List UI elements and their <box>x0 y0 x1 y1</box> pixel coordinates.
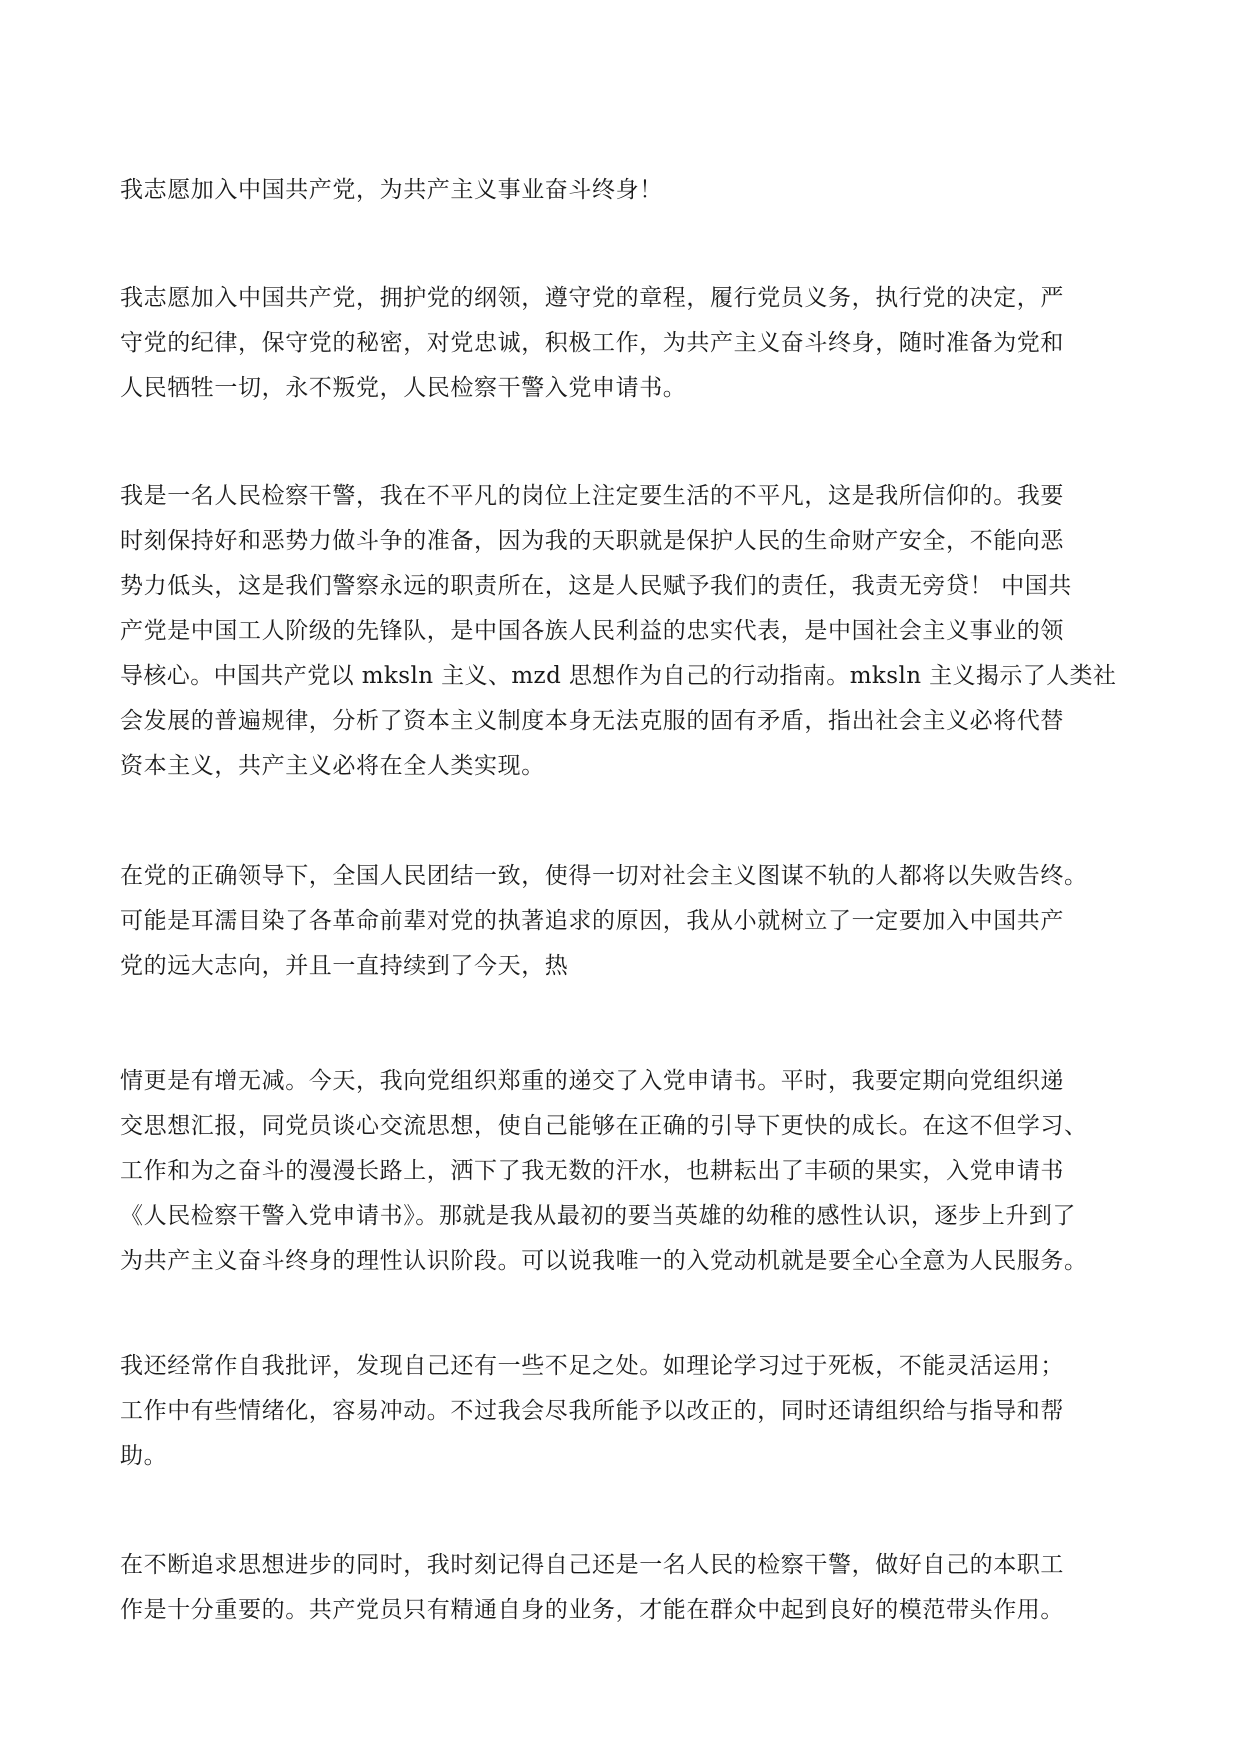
text-line: 人民牺牲一切，永不叛党，人民检察干警入党申请书。 <box>120 375 687 401</box>
text-line: 守党的纪律，保守党的秘密，对党忠诚，积极工作，为共产主义奋斗终身，随时准备为党和 <box>120 330 1064 356</box>
paragraph-aspiration <box>120 854 1120 989</box>
text-line: 《人民检察干警入党申请书》。那就是我从最初的要当英雄的幼稚的感性认识，逐步上升到了 <box>120 1203 1077 1229</box>
text-line: 工作中有些情绪化，容易冲动。不过我会尽我所能予以改正的，同时还请组织给与指导和帮 <box>120 1398 1064 1424</box>
text-line: 产党是中国工人阶级的先锋队，是中国各族人民利益的忠实代表，是中国社会主义事业的领 <box>120 618 1064 644</box>
text-line: 情更是有增无减。今天，我向党组织郑重的递交了入党申请书。平时，我要定期向党组织递 <box>120 1068 1064 1094</box>
text-line: 在党的正确领导下，全国人民团结一致，使得一切对社会主义图谋不轨的人都将以失败告终。 <box>120 863 1088 889</box>
text-line: 我志愿加入中国共产党，为共产主义事业奋斗终身！ <box>120 177 663 203</box>
text-line: 时刻保持好和恶势力做斗争的准备，因为我的天职就是保护人民的生命财产安全，不能向恶 <box>120 528 1064 554</box>
text-line: 在不断追求思想进步的同时，我时刻记得自己还是一名人民的检察干警，做好自己的本职工 <box>120 1552 1064 1578</box>
paragraph-role <box>120 474 1120 789</box>
text-line: 为共产主义奋斗终身的理性认识阶段。可以说我唯一的入党动机就是要全心全意为人民服务。 <box>120 1248 1088 1274</box>
text-line: 资本主义，共产主义必将在全人类实现。 <box>120 753 545 779</box>
paragraph-duty <box>120 1543 1120 1633</box>
text-line: 导核心。中国共产党以 mksln 主义、mzd 思想作为自己的行动指南。mksln 主义揭示了人类社 <box>120 663 1117 689</box>
text-line: 势力低头，这是我们警察永远的职责所在，这是人民赋予我们的责任，我责无旁贷！ 中国共 <box>120 573 1072 599</box>
text-line: 会发展的普遍规律，分析了资本主义制度本身无法克服的固有矛盾，指出社会主义必将代替 <box>120 708 1064 734</box>
paragraph-oath <box>120 276 1120 411</box>
text-line: 作是十分重要的。共产党员只有精通自身的业务，才能在群众中起到良好的模范带头作用。 <box>120 1597 1064 1623</box>
text-line: 交思想汇报，同党员谈心交流思想，使自己能够在正确的引导下更快的成长。在这不但学习、 <box>120 1113 1088 1139</box>
paragraph-self-criticism <box>120 1344 1120 1479</box>
text-line: 我还经常作自我批评，发现自己还有一些不足之处。如理论学习过于死板，不能灵活运用； <box>120 1353 1064 1379</box>
text-line: 工作和为之奋斗的漫漫长路上，洒下了我无数的汗水，也耕耘出了丰硕的果实，入党申请书 <box>120 1158 1064 1184</box>
paragraph-pledge <box>120 168 1120 213</box>
text-line: 我是一名人民检察干警，我在不平凡的岗位上注定要生活的不平凡，这是我所信仰的。我要 <box>120 483 1064 509</box>
paragraph-application <box>120 1059 1120 1284</box>
text-line: 党的远大志向，并且一直持续到了今天，热 <box>120 953 569 979</box>
text-line: 助。 <box>120 1443 168 1469</box>
document-body <box>120 168 1120 1633</box>
text-line: 我志愿加入中国共产党，拥护党的纲领，遵守党的章程，履行党员义务，执行党的决定，严 <box>120 285 1064 311</box>
text-line: 可能是耳濡目染了各革命前辈对党的执著追求的原因，我从小就树立了一定要加入中国共产 <box>120 908 1064 934</box>
